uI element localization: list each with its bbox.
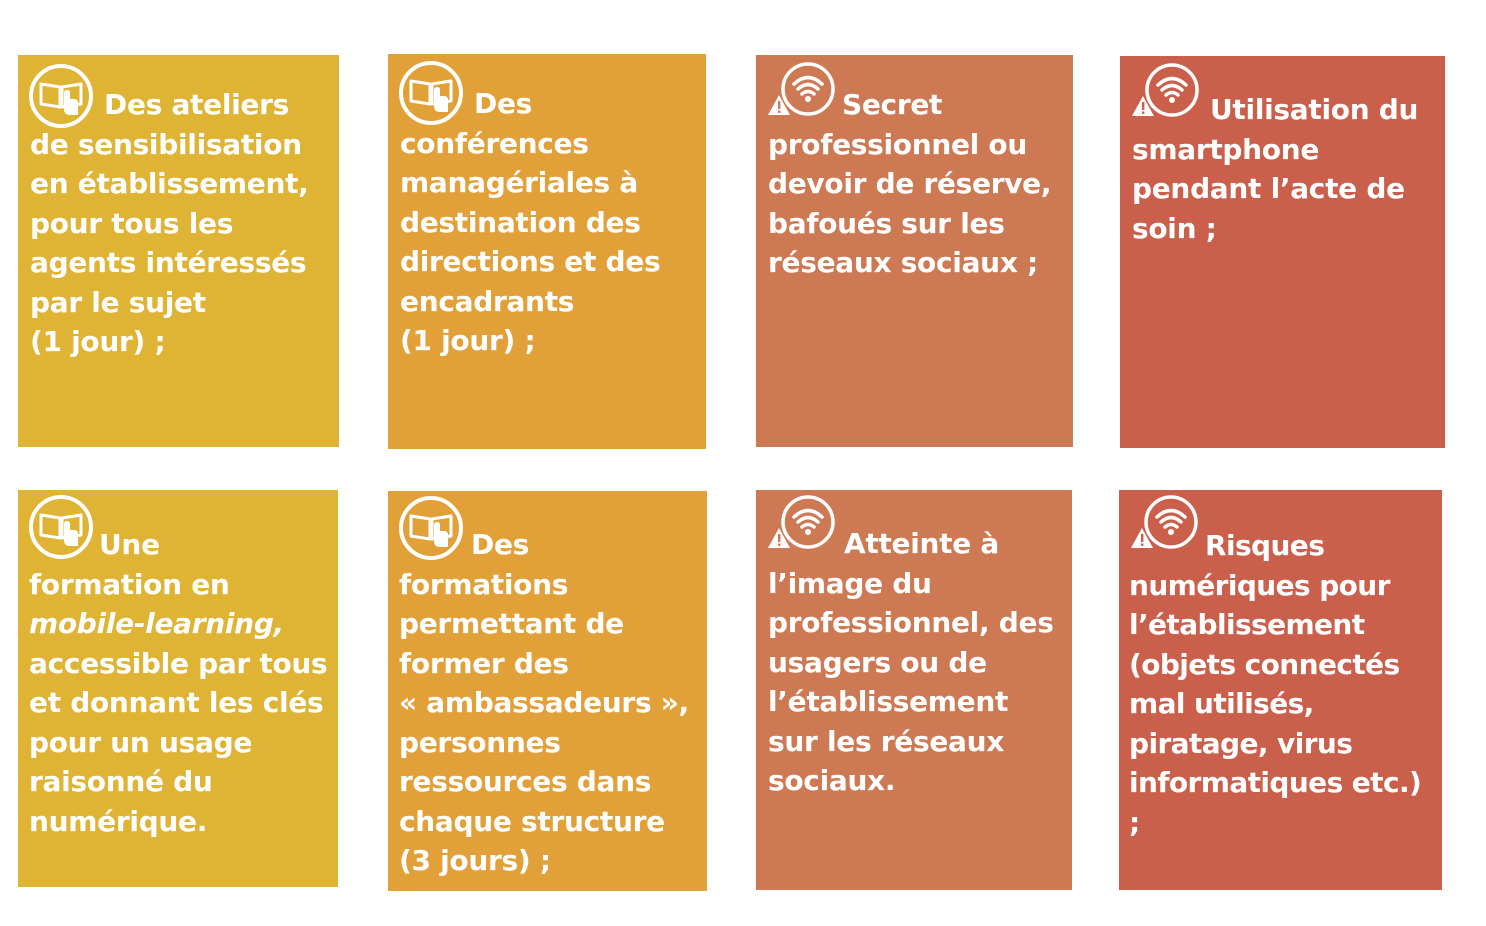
card-text: Utilisation du smartphone pendant l’acte de soin ; <box>1132 93 1419 245</box>
card-text-before: Une formation en <box>29 528 230 601</box>
card-smartphone <box>1120 56 1445 448</box>
card-text: Des ateliers de sensibilisation en établissement, pour tous les agents intéressés par le sujet (1 jour) ; <box>30 88 309 358</box>
card-mobile-learning <box>18 490 338 887</box>
card-secret-professionnel <box>756 55 1073 447</box>
card-conferences <box>388 54 706 449</box>
card-text-after: accessible par tous et donnant les clés pour un usage raisonné du numérique. <box>29 646 328 838</box>
card-text: Des conférences managériales à destination des directions et des encadrants (1 jour) ; <box>400 87 661 357</box>
card-text-italic: mobile-learning, <box>29 607 284 640</box>
card-ambassadeurs <box>388 491 707 891</box>
card-atteinte-image <box>756 490 1072 890</box>
card-risques-numeriques <box>1119 490 1442 890</box>
card-text: Risques numériques pour l’établissement (objets connectés mal utilisés, piratage, virus informatiques etc.) ; <box>1129 529 1422 839</box>
card-text: Atteinte à l’image du professionnel, des usagers ou de l’établissement sur les réseaux sociaux. <box>768 527 1054 797</box>
card-text: Secret professionnel ou devoir de réserve, bafoués sur les réseaux sociaux ; <box>768 88 1052 279</box>
card-text: Des formations permettant de former des « ambassadeurs », personnes ressources dans chaque structure (3 jours) ; <box>399 528 689 877</box>
card-workshops <box>18 55 339 447</box>
